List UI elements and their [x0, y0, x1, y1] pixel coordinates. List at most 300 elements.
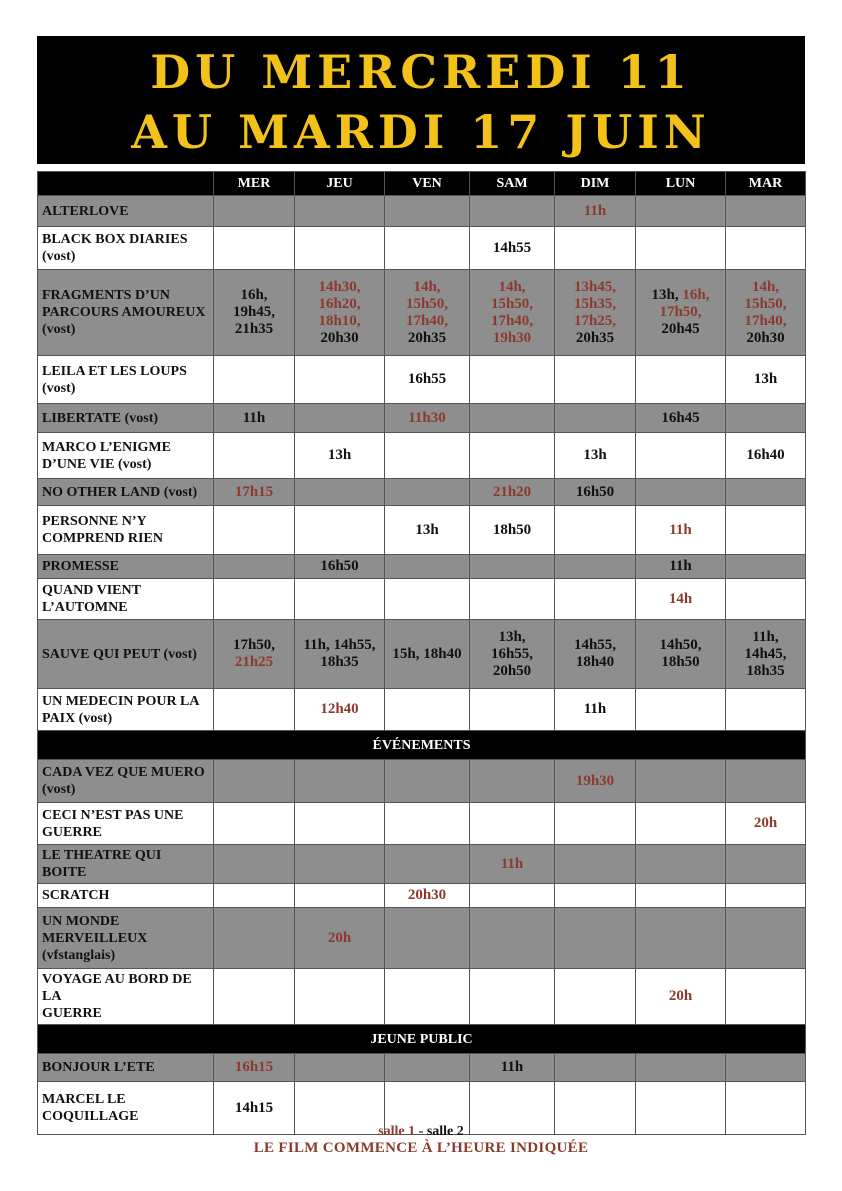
showtime-cell [555, 555, 636, 579]
showtime: 14h, [413, 278, 441, 295]
showtime-cell [636, 760, 726, 803]
film-row [38, 969, 806, 1025]
showtime-cell [726, 845, 806, 884]
showtime: 19h30 [575, 772, 615, 789]
film-row [38, 689, 806, 731]
showtime-cell [555, 270, 636, 356]
film-title [38, 803, 214, 845]
showtime-cell [214, 884, 295, 908]
showtime: 11h [500, 855, 524, 872]
film-row [38, 227, 806, 270]
showtime-cell [295, 1054, 385, 1082]
showtime-cell [295, 689, 385, 731]
film-title-line: (vost) [42, 249, 76, 264]
showtime-cell [295, 227, 385, 270]
showtime-cell [385, 760, 470, 803]
showtime-cell [636, 506, 726, 555]
film-title-line: MERVEILLEUX [42, 930, 148, 946]
showtime: 14h50, [659, 637, 702, 653]
showtime: 18h50 [661, 654, 700, 670]
showtime-cell [555, 760, 636, 803]
showtime-cell [214, 433, 295, 479]
showtime-cell [470, 620, 555, 689]
showtime: 18h50 [492, 521, 532, 538]
film-title-line: (vost) [42, 322, 76, 337]
showtime-cell [555, 506, 636, 555]
showtime-cell [636, 196, 726, 227]
showtime-cell [385, 433, 470, 479]
film-row [38, 579, 806, 620]
showtime: 13h [583, 447, 607, 463]
showtime: 17h50, [232, 637, 276, 653]
showtime: 18h10, [318, 312, 361, 329]
showtime-cell [295, 479, 385, 506]
day-header: LUN [636, 172, 726, 196]
day-header: MER [214, 172, 295, 196]
film-title [38, 1054, 214, 1082]
legend-salle-2: salle 2 [426, 1124, 464, 1139]
showtime: 13h45, [573, 278, 617, 295]
showtime: 17h40, [744, 312, 787, 329]
showtime-cell [214, 479, 295, 506]
showtime-cell [385, 555, 470, 579]
film-title [38, 969, 214, 1025]
showtime-cell [295, 760, 385, 803]
showtime-cell [214, 1054, 295, 1082]
showtime-cell [555, 620, 636, 689]
showtime-cell [636, 689, 726, 731]
film-title-line: (vost) [42, 782, 76, 797]
showtime-cell [636, 1054, 726, 1082]
showtime-cell [295, 270, 385, 356]
showtime-cell [214, 845, 295, 884]
showtime: 18h35 [746, 662, 785, 679]
showtime-cell [636, 555, 726, 579]
film-title [38, 404, 214, 433]
showtime-cell [636, 845, 726, 884]
showtime-cell [214, 620, 295, 689]
showtime-cell [470, 760, 555, 803]
film-title [38, 579, 214, 620]
showtime-cell [636, 433, 726, 479]
showtime-cell [214, 506, 295, 555]
film-title-line: UN MONDE [42, 913, 120, 929]
showtime-cell [636, 969, 726, 1025]
showtime-cell [726, 884, 806, 908]
showtime: 21h25 [234, 654, 274, 670]
showtime: 16h20, [318, 295, 361, 312]
showtime: 16h50 [575, 483, 615, 500]
film-row [38, 620, 806, 689]
showtime-cell [385, 803, 470, 845]
film-title-line: PROMESSE [42, 559, 120, 574]
showtime-cell [555, 433, 636, 479]
section-heading-row [38, 731, 806, 760]
showtime: 14h30, [318, 278, 361, 295]
showtime: 20h [753, 815, 778, 831]
showtime-cell [385, 1054, 470, 1082]
showtime-cell [726, 506, 806, 555]
film-title [38, 620, 214, 689]
showtime-cell [385, 845, 470, 884]
showtime-cell [385, 884, 470, 908]
showtime-cell [214, 969, 295, 1025]
film-title-line: BONJOUR L’ETE [42, 1060, 155, 1075]
film-row [38, 433, 806, 479]
showtime: 11h [500, 1059, 524, 1075]
day-header: JEU [295, 172, 385, 196]
showtime-cell [555, 227, 636, 270]
showtime-cell [470, 884, 555, 908]
showtime-cell [295, 196, 385, 227]
section-heading: ÉVÉNEMENTS [38, 731, 806, 760]
showtime-cell [555, 845, 636, 884]
section-heading-row [38, 1025, 806, 1054]
showtime-cell [726, 270, 806, 356]
showtime-cell [726, 1054, 806, 1082]
showtime: 14h55 [492, 239, 532, 256]
showtime-cell [470, 227, 555, 270]
schedule-table [37, 171, 806, 1135]
showtime-cell [470, 433, 555, 479]
showtime: 15h50, [744, 295, 787, 312]
showtime: 11h [583, 701, 607, 717]
film-title-line: PERSONNE N’Y [42, 514, 147, 529]
film-title [38, 433, 214, 479]
film-title [38, 479, 214, 506]
film-title-line: D’UNE VIE (vost) [42, 456, 152, 472]
film-row [38, 270, 806, 356]
showtime-cell [726, 479, 806, 506]
showtime-cell [726, 356, 806, 404]
showtime-cell [726, 908, 806, 969]
film-row [38, 845, 806, 884]
film-title-line: ALTERLOVE [42, 203, 129, 219]
film-title [38, 270, 214, 356]
showtime: 21h20 [492, 483, 532, 500]
film-row [38, 479, 806, 506]
showtime: 20h45 [661, 321, 700, 337]
showtime: 17h40, [405, 312, 449, 329]
showtime: 14h15 [234, 1099, 274, 1116]
day-header: VEN [385, 172, 470, 196]
film-title-line: MARCO L’ENIGME [42, 439, 171, 455]
day-header: MAR [726, 172, 806, 196]
showtime-cell [726, 433, 806, 479]
showtime-cell [555, 356, 636, 404]
day-header: DIM [555, 172, 636, 196]
film-row [38, 908, 806, 969]
showtime: 20h [668, 988, 693, 1004]
showtime-cell [636, 803, 726, 845]
film-title-line: COQUILLAGE [42, 1109, 139, 1124]
showtime: 17h50, [659, 304, 702, 320]
showtime: 18h35 [320, 654, 359, 670]
film-row [38, 555, 806, 579]
showtime: 17h15 [234, 483, 274, 500]
film-title [38, 506, 214, 555]
film-row [38, 760, 806, 803]
film-row [38, 884, 806, 908]
showtime-cell [214, 270, 295, 356]
showtime: 12h40 [320, 701, 359, 717]
showtime-cell [295, 404, 385, 433]
showtime: 17h40, [490, 312, 534, 329]
legend-separator: - [415, 1124, 427, 1139]
schedule-body [38, 196, 806, 1135]
showtime-cell [636, 404, 726, 433]
showtime: 16h55 [407, 371, 447, 387]
day-header-row [38, 172, 806, 196]
header-line-2: AU MARDI 17 JUIN [131, 105, 711, 159]
showtime-cell [470, 506, 555, 555]
showtime-cell [636, 227, 726, 270]
showtime: 16h15 [234, 1059, 274, 1075]
showtime: 13h [327, 447, 352, 463]
showtime-cell [385, 908, 470, 969]
showtime-cell [295, 908, 385, 969]
showtime-cell [385, 196, 470, 227]
showtime-cell [214, 555, 295, 579]
film-title-line: CECI N’EST PAS UNE [42, 807, 184, 823]
showtime-cell [295, 969, 385, 1025]
showtime-cell [295, 845, 385, 884]
showtime: 15h, 18h40 [392, 645, 462, 662]
film-row [38, 506, 806, 555]
showtime-cell [295, 884, 385, 908]
showtime-cell [470, 270, 555, 356]
film-title [38, 555, 214, 579]
showtime-cell [470, 1054, 555, 1082]
showtime-cell [214, 356, 295, 404]
film-title-line: GUERRE [42, 824, 102, 840]
showtime-cell [726, 689, 806, 731]
showtime-cell [636, 579, 726, 620]
showtime-cell [295, 579, 385, 620]
showtime-cell [470, 196, 555, 227]
showtime: 16h55, [490, 645, 534, 662]
showtime-cell [214, 227, 295, 270]
film-title-line: COMPREND RIEN [42, 531, 163, 546]
showtime-cell [470, 803, 555, 845]
corner-cell [38, 172, 214, 196]
showtime: 13h [415, 521, 439, 538]
showtime-cell [555, 908, 636, 969]
showtime-cell [385, 689, 470, 731]
film-title [38, 356, 214, 404]
showtime-cell [385, 270, 470, 356]
showtime-cell [385, 620, 470, 689]
showtime: 11h, [752, 628, 779, 645]
start-time-note: LE FILM COMMENCE À L’HEURE INDIQUÉE [253, 1140, 589, 1156]
showtime-cell [214, 689, 295, 731]
showtime-cell [214, 760, 295, 803]
showtime: 16h, [682, 287, 710, 303]
film-title-line: VOYAGE AU BORD DE LA [42, 972, 192, 1004]
showtime: 11h [583, 202, 607, 219]
showtime-cell [636, 884, 726, 908]
film-row [38, 196, 806, 227]
showtime: 18h40 [575, 654, 615, 670]
film-title-line: SCRATCH [42, 888, 110, 903]
film-title-line: UN MEDECIN POUR LA [42, 693, 200, 709]
film-row [38, 356, 806, 404]
showtime-cell [385, 479, 470, 506]
film-title-line: BLACK BOX DIARIES [42, 232, 188, 247]
page-header [37, 36, 805, 164]
showtime: 19h45, [232, 304, 276, 320]
day-header: SAM [470, 172, 555, 196]
showtime-cell [470, 555, 555, 579]
showtime-cell [555, 969, 636, 1025]
showtime: 13h, [651, 287, 683, 303]
header-line-1: DU MERCREDI 11 [150, 45, 692, 99]
showtime-cell [726, 969, 806, 1025]
film-title-line: LIBERTATE (vost) [42, 410, 159, 426]
showtime-cell [385, 404, 470, 433]
showtime-cell [470, 845, 555, 884]
showtime-cell [214, 803, 295, 845]
film-title [38, 689, 214, 731]
film-title [38, 845, 214, 884]
showtime-cell [726, 620, 806, 689]
showtime: 17h25, [573, 312, 617, 329]
showtime-cell [295, 555, 385, 579]
showtime: 15h35, [573, 295, 617, 312]
film-title-line: FRAGMENTS D’UN [42, 288, 170, 303]
showtime: 13h, [498, 628, 526, 645]
showtime: 14h, [498, 278, 526, 295]
film-title-line: (vost) [42, 380, 76, 396]
showtime: 19h30 [492, 329, 532, 346]
showtime-cell [726, 227, 806, 270]
showtime-cell [726, 196, 806, 227]
film-title-line: SAUVE QUI PEUT (vost) [42, 646, 197, 662]
film-title-line: PAIX (vost) [42, 710, 113, 726]
showtime-cell [385, 969, 470, 1025]
showtime-cell [470, 689, 555, 731]
showtime-cell [385, 356, 470, 404]
showtime-cell [555, 1054, 636, 1082]
showtime: 20h35 [407, 329, 447, 346]
showtime-cell [295, 356, 385, 404]
showtime: 16h, [240, 287, 268, 303]
showtime-cell [295, 433, 385, 479]
showtime: 14h55, [573, 637, 617, 653]
film-title-line: NO OTHER LAND (vost) [42, 484, 198, 500]
showtime-cell [636, 356, 726, 404]
showtime: 14h45, [744, 645, 787, 662]
showtime: 11h30 [408, 409, 446, 426]
showtime: 16h40 [746, 447, 785, 463]
showtime-cell [295, 506, 385, 555]
legend-salle-1: salle 1 [378, 1124, 416, 1139]
showtime-cell [636, 270, 726, 356]
showtime: 11h [669, 521, 692, 538]
film-title-line: L’AUTOMNE [42, 600, 128, 615]
film-title-line: QUAND VIENT [42, 583, 141, 598]
showtime: 14h [668, 590, 693, 607]
showtime-cell [555, 404, 636, 433]
film-title-line: MARCEL LE [42, 1092, 126, 1107]
showtime-cell [726, 555, 806, 579]
showtime: 20h30 [320, 329, 359, 346]
film-title-line: (vfstanglais) [42, 947, 116, 963]
showtime-cell [726, 803, 806, 845]
film-row [38, 803, 806, 845]
showtime-cell [385, 227, 470, 270]
showtime: 20h30 [407, 887, 447, 903]
showtime-cell [385, 506, 470, 555]
showtime-cell [555, 689, 636, 731]
showtime-cell [636, 908, 726, 969]
film-title-line: PARCOURS AMOUREUX [42, 305, 206, 320]
showtime-cell [214, 579, 295, 620]
film-title [38, 227, 214, 270]
showtime: 20h30 [746, 329, 785, 346]
showtime: 21h35 [234, 321, 274, 337]
showtime-cell [555, 196, 636, 227]
showtime-cell [726, 760, 806, 803]
showtime-cell [214, 196, 295, 227]
showtime-cell [555, 803, 636, 845]
salle-legend [0, 1124, 842, 1140]
showtime: 13h [753, 371, 778, 387]
showtime: 20h [327, 929, 352, 946]
showtime-cell [470, 969, 555, 1025]
film-title [38, 760, 214, 803]
showtime-cell [295, 803, 385, 845]
showtime-cell [470, 479, 555, 506]
showtime-cell [555, 884, 636, 908]
showtime: 15h50, [405, 295, 449, 312]
showtime-cell [470, 908, 555, 969]
showtime-cell [470, 579, 555, 620]
film-title [38, 908, 214, 969]
showtime: 20h50 [492, 662, 532, 679]
film-title [38, 196, 214, 227]
showtime-cell [726, 579, 806, 620]
film-title-line: GUERRE [42, 1006, 102, 1021]
film-row [38, 404, 806, 433]
showtime: 11h [669, 558, 692, 574]
showtime-cell [636, 620, 726, 689]
showtime: 20h35 [575, 329, 615, 346]
showtime: 14h, [751, 278, 780, 295]
film-title-line: LEILA ET LES LOUPS [42, 363, 187, 379]
film-title [38, 884, 214, 908]
showtime: 15h50, [490, 295, 534, 312]
showtime: 16h50 [320, 558, 359, 574]
film-title-line: LE THEATRE QUI BOITE [42, 848, 162, 880]
showtime: 11h, 14h55, [303, 637, 376, 653]
showtime-cell [295, 620, 385, 689]
showtime-cell [385, 579, 470, 620]
showtime-cell [470, 404, 555, 433]
film-title-line: CADA VEZ QUE MUERO [42, 765, 205, 780]
film-row [38, 1054, 806, 1082]
showtime: 16h45 [661, 409, 700, 426]
section-heading: JEUNE PUBLIC [38, 1025, 806, 1054]
showtime: 11h [242, 409, 266, 426]
showtime-cell [555, 579, 636, 620]
showtime-cell [214, 908, 295, 969]
showtime-cell [636, 479, 726, 506]
showtime-cell [470, 356, 555, 404]
showtime-cell [726, 404, 806, 433]
showtime-cell [214, 404, 295, 433]
showtime-cell [555, 479, 636, 506]
